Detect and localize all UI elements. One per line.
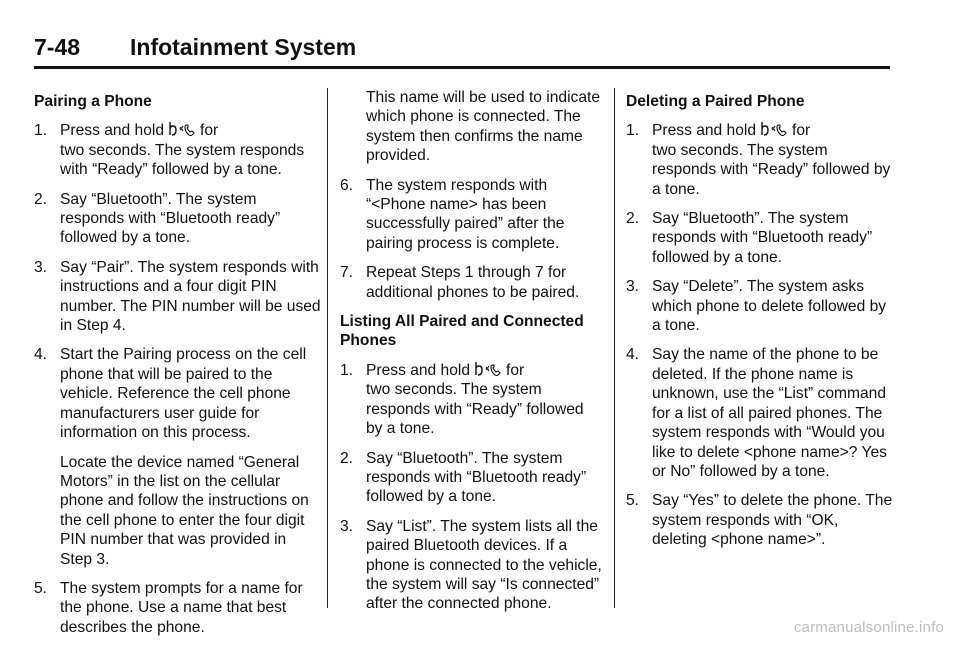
item-text: Say “List”. The system lists all the paired Bluetooth devices. If a phone is connected to the vehicle, the system will say “Is connected” after the connected phone. [366,517,602,613]
continuation-text: This name will be used to indicate which phone is connected. The system then confirms the name provided. [366,89,601,165]
item-number: 4. [34,346,48,364]
item-text: Start the Pairing process on the cell phone that will be paired to the vehicle. Reference the cell phone manufacturers user guide for information on this process. [60,346,307,442]
item-text: two seconds. The system responds with “Ready” followed by a tone. [366,381,584,438]
list-item [34,121,322,179]
column-3 [626,88,894,560]
item-text: Repeat Steps 1 through 7 for additional phones to be paired. [366,264,580,301]
section-heading-deleting: Deleting a Paired Phone [626,93,805,110]
list-item [626,209,894,267]
push-to-talk-icon [759,121,789,137]
item-text: The system responds with “<Phone name> has been successfully paired” after the pairing process is complete. [366,176,565,252]
item-text: for [506,361,525,379]
item-number: 2. [626,210,640,228]
item-number: 2. [340,449,354,467]
list-item [340,361,602,439]
list-item [340,176,602,254]
push-to-talk-icon [473,361,503,377]
item-text: Say “Pair”. The system responds with instructions and a four digit PIN number. The PIN number will be used in Step 4. [60,258,321,335]
list-item [34,190,322,248]
item-number: 2. [34,190,48,208]
section-heading-listing: Listing All Paired and Connected Phones [340,313,584,350]
list-item [340,263,602,302]
list-item [626,345,894,481]
item-number: 3. [340,517,354,535]
item-text: The system prompts for a name for the phone. Use a name that best describes the phone. [60,579,303,636]
list-item [626,277,894,335]
item-text: Press and hold [652,122,757,140]
section-heading-pairing: Pairing a Phone [34,93,152,110]
item-text: Locate the device named “General Motors” in the list on the cellular phone and follow the instructions on the cell phone to enter the four digit PIN number that was provided in Step 3. [60,453,309,568]
item-number: 7. [340,264,354,282]
item-number: 4. [626,346,640,364]
item-text: Say the name of the phone to be deleted. If the phone name is unknown, use the “List” command for a list of all paired phones. The system responds with “Would you like to delete <phone name>? Yes or No” followed by a tone. [652,346,887,480]
item-text: two seconds. The system responds with “Ready” followed by a tone. [652,141,891,198]
item-number: 1. [626,122,640,140]
list-item [34,345,322,568]
item-number: 3. [34,258,48,276]
item-text: Press and hold [60,122,165,140]
item-text: Say “Bluetooth”. The system responds with “Bluetooth ready” followed by a tone. [652,210,873,266]
item-text: Say “Delete”. The system asks which phone to delete followed by a tone. [652,278,887,335]
item-text: Press and hold [366,361,471,379]
watermark: carmanualsonline.info [793,619,944,636]
list-item [34,579,322,637]
column-2 [340,88,602,624]
page-title: Infotainment System [130,34,357,60]
column-divider [327,88,328,608]
list-item [340,517,602,614]
push-to-talk-icon [167,121,197,137]
list-item [626,121,894,199]
item-number: 1. [340,361,354,379]
page-number: 7-48 [34,34,81,60]
column-divider [614,88,615,608]
item-text: for [200,122,219,140]
item-number: 5. [626,492,640,510]
list-item [340,449,602,507]
item-text: for [792,122,811,140]
item-text: Say “Bluetooth”. The system responds with “Bluetooth ready” followed by a tone. [366,449,587,506]
column-1 [34,88,322,647]
item-number: 3. [626,278,640,296]
item-number: 1. [34,122,48,140]
list-item [626,491,894,549]
item-number: 6. [340,176,354,194]
item-text: two seconds. The system responds with “Ready” followed by a tone. [60,141,305,179]
list-item [34,258,322,336]
item-text: Say “Bluetooth”. The system responds with “Bluetooth ready” followed by a tone. [60,190,281,247]
item-number: 5. [34,579,48,597]
item-text: Say “Yes” to delete the phone. The system responds with “OK, deleting <phone name>”. [652,492,893,549]
page-header [34,34,890,69]
